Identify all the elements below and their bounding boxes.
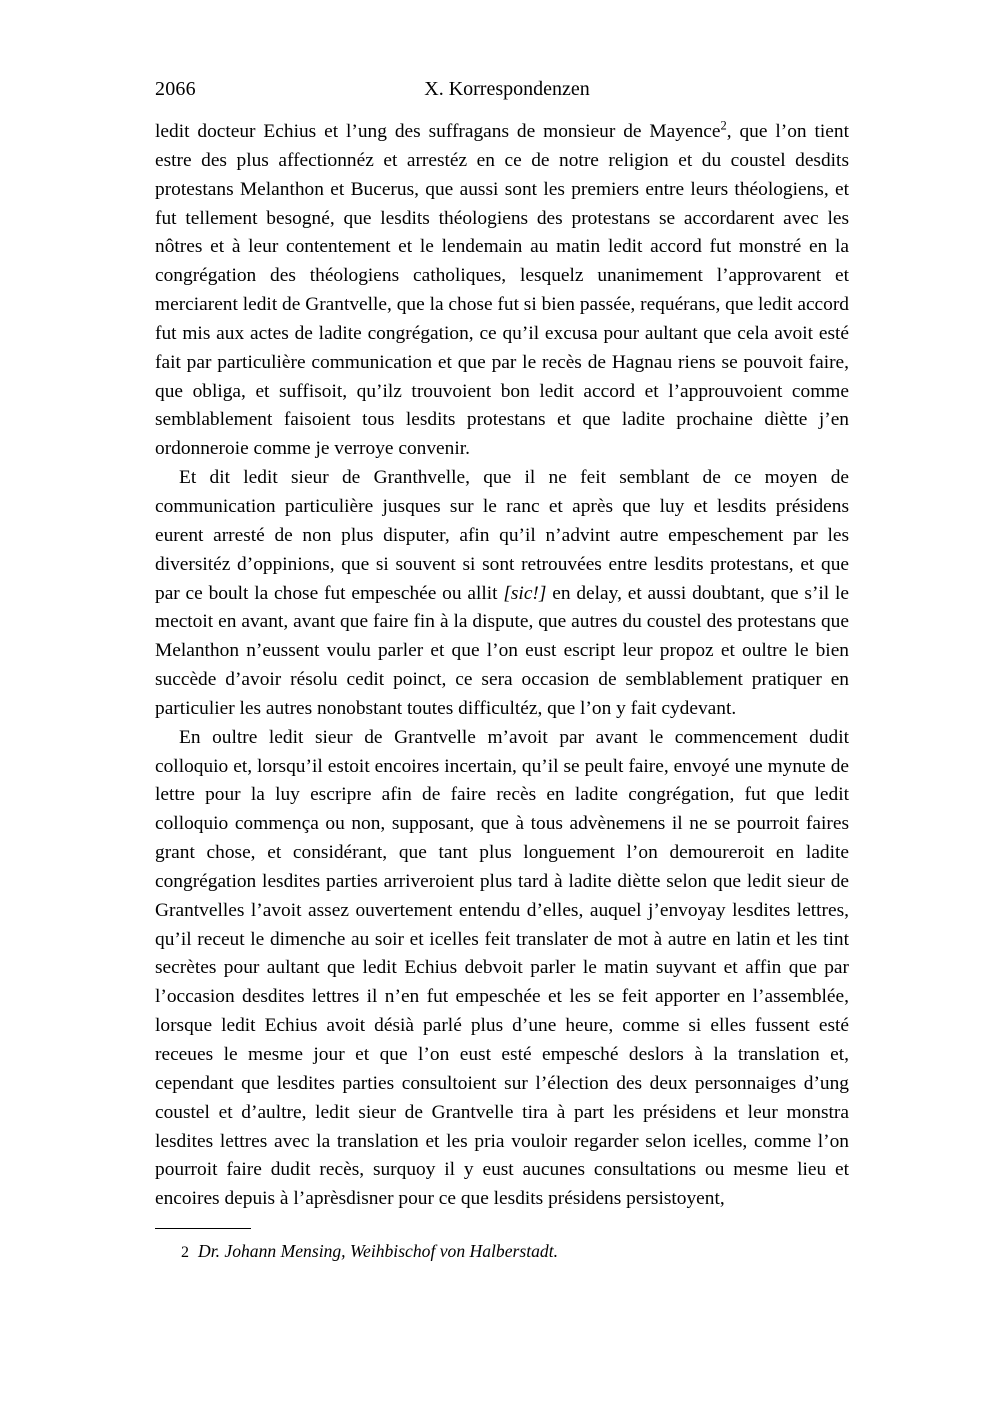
paragraph-1-text-after-note: , que l’on tient estre des plus affectionnéz et arrestéz en ce de notre religion et du coustel desdits protestans Melanthon et Bucerus, que aussi sont les premiers entre leurs théologiens, et fut tellement besogné, que lesdits théologiens des protestans se accordarent avec les nôtres et à leur contentement et le lendemain au matin ledit accord fut monstré en la congrégation des théologiens catholiques, lesquelz unanimement l’approvarent et merciarent ledit de Grantvelle, que la chose fut si bien passée, requérans, que ledit accord fut mis aux actes de ladite congrégation, ce qu’il excusa pour aultant que cela avoit esté fait par particulière communication et que par le recès de Hagnau riens se pouvoit faire, que obliga, et suffisoit, qu’ilz trouvoient bon ledit accord et l’approuvoient comme semblablement faisoient tous lesdits protestans et que ladite prochaine diètte j’en ordonneroie comme je verroye convenir. (155, 121, 850, 460)
paragraph-1 (155, 118, 849, 464)
paragraph-3 (155, 724, 849, 1214)
paragraph-2-text: Et dit ledit sieur de Granthvelle, que il ne feit semblant de ce moyen de communication particulière jusques sur le ranc et après que luy et lesdits présidens eurent arresté de non plus disputer, afin qu’il n’advint autre empeschement par les diversitéz d’oppinions, que si souvent si sont retrouvées entre lesdits protestans, et que par ce boult la chose fut empeschée ou allit (155, 467, 849, 604)
running-title: X. Korrespondenzen (424, 78, 590, 100)
footnote-marker-2[interactable]: 2 (720, 118, 727, 133)
footnote-area (155, 1228, 849, 1265)
footnote-text: Dr. Johann Mensing, Weihbischof von Halberstadt. (198, 1241, 558, 1261)
paragraph-1-text-before-note: ledit docteur Echius et l’ung des suffragans de monsieur de Mayence (155, 121, 721, 142)
footnote-separator-rule (155, 1228, 251, 1229)
footnote-entry (155, 1239, 849, 1265)
paragraph-2-text-after-sic: en delay, et aussi doubtant, que s’il le mectoit en avant, avant que faire fin à la dispute, que autres du coustel des protestans que Melanthon n’eussent voulu parler et que l’on eust escript leur propoz et oultre le bien succède d’avoir résolu cedit poinct, ce sera occasion de semblablement pratiquer en particulier les autres nonobstant toutes difficultéz, que l’on y fait cydevant. (155, 582, 849, 719)
paragraph-2 (155, 464, 849, 724)
page-number: 2066 (155, 78, 196, 100)
footnote-number: 2 (181, 1244, 189, 1261)
paragraph-3-text: En oultre ledit sieur de Grantvelle m’avoit par avant le commencement dudit colloquio et, lorsqu’il estoit encoires incertain, qu’il se peult faire, envoyé une mynute de lettre pour la luy escripre afin de faire recès en ladite congrégation, fut que ledit colloquio commença ou non, supposant, que à tous advènemens il ne se pourroit faires grant chose, et considérant, que tant plus longuement l’on demoureroit en ladite congrégation lesdites parties arriveroient plus tard à ladite diètte selon que ledit sieur de Grantvelles l’avoit assez ouvertement entendu d’elles, auquel j’envoyay lesdites lettres, qu’il receut le dimenche au soir et icelles feit translater de mot à autre en latin et les tint secrètes pour aultant que ledit Echius debvoit parler le matin suyvant et affin que par l’occasion desdites lettres il n’en fut empeschée et les se feit apporter en l’assemblée, lorsque ledit Echius avoit désià parlé plus d’une heure, comme si elles fussent esté receues le mesme jour et que l’on eust esté empesché deslors à la translation et, cependant que lesdites parties consultoient sur l’élection des deux personnaiges d’ung coustel et d’aultre, ledit sieur de Grantvelle tira à part les présidens et leur monstra lesdites lettres avec la translation et les pria vouloir regarder selon icelles, comme l’on pourroit faire dudit recès, surquoy il y eust aucunes consultations ou mesme lieu et encoires depuis à l’aprèsdisner pour ce que lesdits présidens persistoyent, (155, 726, 849, 1210)
body-text-column (155, 118, 849, 1214)
page-header (155, 78, 849, 101)
sic-annotation: [sic!] (503, 582, 547, 604)
